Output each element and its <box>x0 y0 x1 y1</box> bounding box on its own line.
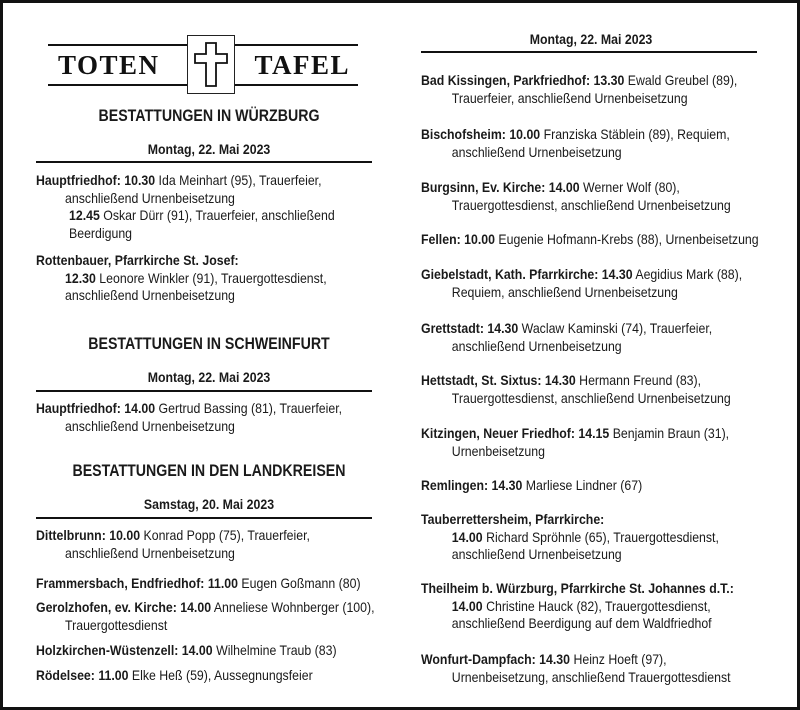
obituary-entry <box>421 179 731 214</box>
obituary-entry <box>421 231 759 249</box>
obituary-entry <box>421 266 742 301</box>
entry-time: 14.30 <box>544 372 576 388</box>
entry-text: Elke Heß (59), Aussegnungsfeier <box>131 667 313 683</box>
entry-location: Burgsinn, Ev. Kirche: <box>421 179 546 195</box>
entry-location: Rödelsee: <box>36 667 95 683</box>
entry-text: Werner Wolf (80), <box>583 179 680 195</box>
entry-location: Hauptfriedhof: <box>36 400 121 416</box>
obituary-entry <box>421 477 642 495</box>
section-date: Montag, 22. Mai 2023 <box>529 31 653 47</box>
entry-location: Wonfurt-Dampfach: <box>421 651 536 667</box>
entry-text: Ewald Greubel (89), <box>627 72 738 88</box>
entry-time: 14.00 <box>181 642 213 658</box>
divider <box>36 517 372 519</box>
logo-word-toten: TOTEN <box>58 50 160 80</box>
entry-detail-line <box>36 270 327 288</box>
entry-text: Waclaw Kaminski (74), Trauerfeier, <box>521 320 713 336</box>
section-title-landkreise: BESTATTUNGEN IN DEN LANDKREISEN <box>72 462 346 480</box>
obituary-entry <box>36 642 337 660</box>
logo-word-tafel: TAFEL <box>254 50 350 80</box>
entry-location: Holzkirchen-Wüstenzell: <box>36 642 179 658</box>
divider <box>36 161 372 163</box>
entry-text: Wilhelmine Traub (83) <box>216 642 337 658</box>
entry-continuation: Trauerfeier, anschließend Urnenbeisetzung <box>451 89 688 106</box>
entry-location: Gerolzhofen, ev. Kirche: <box>36 599 177 615</box>
section-date: Samstag, 20. Mai 2023 <box>143 496 275 512</box>
entry-time: 14.00 <box>451 597 483 614</box>
entry-continuation: Trauergottesdienst, anschließend Urnenbeisetzung <box>451 389 731 406</box>
entry-location: Hettstadt, St. Sixtus: <box>421 372 542 388</box>
entry-text: Anneliese Wohnberger (100), <box>213 599 375 615</box>
obituary-entry <box>36 599 375 634</box>
entry-continuation: anschließend Urnenbeisetzung <box>65 287 235 303</box>
entry-text: Franziska Stäblein (89), Requiem, <box>543 126 730 142</box>
entry-continuation: Urnenbeisetzung, anschließend Trauergottesdienst <box>451 668 731 685</box>
obituary-entry <box>421 72 737 107</box>
obituary-entry <box>421 651 731 686</box>
entry-text: Marliese Lindner (67) <box>525 477 643 493</box>
entry-time: 14.15 <box>578 425 610 441</box>
divider <box>421 51 757 53</box>
obituary-entry <box>69 207 335 242</box>
entry-time: 14.30 <box>491 477 523 493</box>
divider <box>36 390 372 392</box>
entry-location: Dittelbrunn: <box>36 527 106 543</box>
entry-continuation: anschließend Urnenbeisetzung <box>451 546 622 562</box>
entry-text: Richard Spröhnle (65), Trauergottesdienst, <box>486 528 719 545</box>
entry-time: 14.30 <box>487 320 519 336</box>
entry-location: Bischofsheim: <box>421 126 506 142</box>
entry-detail-line <box>421 529 719 547</box>
entry-time: 11.00 <box>207 575 238 591</box>
obituary-entry <box>36 575 361 593</box>
entry-continuation: Urnenbeisetzung <box>451 442 545 459</box>
entry-text: Gertrud Bassing (81), Trauerfeier, <box>158 400 343 416</box>
totentafel-logo <box>48 35 358 87</box>
entry-continuation: anschließend Urnenbeisetzung <box>65 189 235 206</box>
entry-time: 14.00 <box>180 599 212 615</box>
entry-text: Christine Hauck (82), Trauergottesdienst, <box>486 597 711 614</box>
obituary-entry <box>36 667 313 685</box>
entry-location: Giebelstadt, Kath. Pfarrkirche: <box>421 266 599 282</box>
cross-icon <box>187 35 235 94</box>
obituary-entry <box>421 372 731 407</box>
entry-time: 10.00 <box>109 527 141 543</box>
entry-continuation: anschließend Urnenbeisetzung <box>451 143 622 160</box>
obituary-entry <box>421 580 734 633</box>
entry-location: Bad Kissingen, Parkfriedhof: <box>421 72 591 88</box>
entry-time: 11.00 <box>98 667 129 683</box>
section-date: Montag, 22. Mai 2023 <box>147 141 271 157</box>
entry-location: Theilheim b. Würzburg, Pfarrkirche St. Johannes d.T.: <box>421 580 734 596</box>
entry-detail-line <box>421 598 734 616</box>
entry-time: 10.30 <box>124 172 156 188</box>
obituary-entry <box>421 320 712 355</box>
entry-time: 14.00 <box>451 528 483 545</box>
section-title-wuerzburg: BESTATTUNGEN IN WÜRZBURG <box>98 107 320 125</box>
entry-location: Rottenbauer, Pfarrkirche St. Josef: <box>36 252 239 268</box>
entry-text: Oskar Dürr (91), Trauerfeier, anschließend <box>103 207 335 223</box>
section-title-schweinfurt: BESTATTUNGEN IN SCHWEINFURT <box>88 335 330 353</box>
entry-text: Eugen Goßmann (80) <box>241 575 361 591</box>
obituary-entry <box>421 511 719 564</box>
entry-text: Ida Meinhart (95), Trauerfeier, <box>158 172 322 188</box>
entry-continuation: Trauergottesdienst <box>65 616 168 633</box>
entry-location: Grettstadt: <box>421 320 484 336</box>
entry-time: 14.30 <box>601 266 633 282</box>
entry-text: Heinz Hoeft (97), <box>573 651 667 667</box>
entry-location: Remlingen: <box>421 477 489 493</box>
obituary-entry <box>421 425 729 460</box>
entry-time: 14.00 <box>548 179 580 195</box>
entry-continuation: Trauergottesdienst, anschließend Urnenbeisetzung <box>451 196 731 213</box>
obituary-entry <box>36 172 322 207</box>
entry-time: 12.45 <box>69 207 100 223</box>
entry-text: Konrad Popp (75), Trauerfeier, <box>143 527 310 543</box>
obituary-entry <box>36 400 342 435</box>
entry-text: Eugenie Hofmann-Krebs (88), Urnenbeisetzung <box>498 231 759 247</box>
entry-time: 12.30 <box>65 269 96 286</box>
entry-continuation: Requiem, anschließend Urnenbeisetzung <box>451 283 678 300</box>
obituary-entry <box>36 527 310 562</box>
entry-continuation: Beerdigung <box>69 224 133 241</box>
entry-text: Aegidius Mark (88), <box>635 266 743 282</box>
section-date: Montag, 22. Mai 2023 <box>147 369 271 385</box>
entry-continuation: anschließend Urnenbeisetzung <box>65 544 235 561</box>
entry-time: 14.00 <box>124 400 156 416</box>
obituary-entry <box>36 252 327 305</box>
entry-continuation: anschließend Urnenbeisetzung <box>451 337 622 354</box>
entry-time: 10.00 <box>509 126 541 142</box>
entry-location: Tauberrettersheim, Pfarrkirche: <box>421 511 605 527</box>
entry-time: 10.00 <box>464 231 495 247</box>
entry-continuation: anschließend Urnenbeisetzung <box>65 417 235 434</box>
entry-time: 14.30 <box>539 651 571 667</box>
entry-continuation: anschließend Beerdigung auf dem Waldfriedhof <box>451 615 712 631</box>
entry-location: Hauptfriedhof: <box>36 172 121 188</box>
entry-location: Kitzingen, Neuer Friedhof: <box>421 425 575 441</box>
entry-location: Frammersbach, Endfriedhof: <box>36 575 205 591</box>
entry-time: 13.30 <box>593 72 625 88</box>
entry-text: Hermann Freund (83), <box>579 372 702 388</box>
entry-location: Fellen: <box>421 231 461 247</box>
obituary-entry <box>421 126 730 161</box>
entry-text: Benjamin Braun (31), <box>612 425 730 441</box>
entry-text: Leonore Winkler (91), Trauergottesdienst, <box>99 269 327 286</box>
